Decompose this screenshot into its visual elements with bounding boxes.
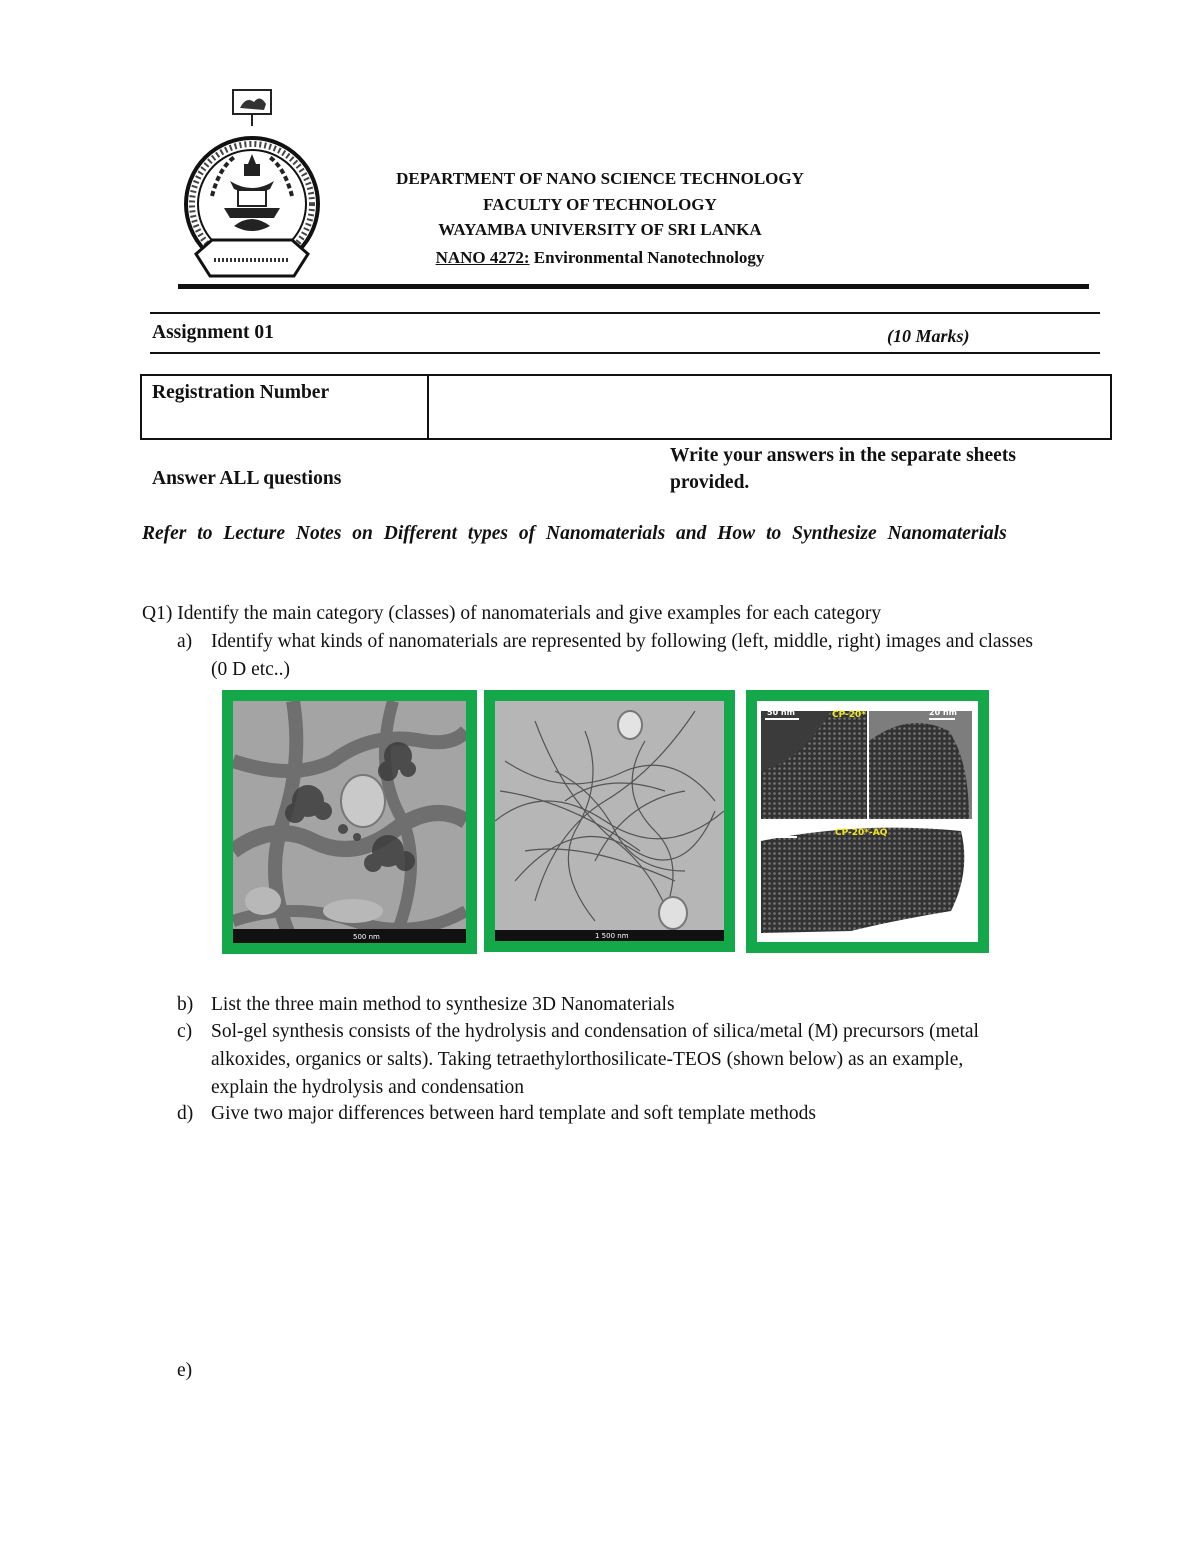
assignment-bottom-rule: [150, 352, 1100, 354]
left-tem-micrograph: [233, 701, 466, 943]
question-1d-text: Give two major differences between hard template and soft template methods: [211, 1103, 817, 1124]
right-tl-scale: 50 nm: [767, 708, 795, 717]
course-name: Environmental Nanotechnology: [529, 248, 765, 267]
right-bottom-sample-label: CP-20*-AQ: [835, 828, 888, 838]
course-title: [300, 245, 900, 271]
question-1e-label: e): [177, 1360, 193, 1381]
question-1d-label: d): [177, 1103, 194, 1124]
question-1c-label: c): [177, 1021, 193, 1042]
registration-table: [140, 374, 1112, 440]
question-1b-label: b): [177, 994, 194, 1015]
tem-image-left: [222, 690, 477, 954]
course-code: NANO 4272:: [435, 248, 530, 267]
university-name: WAYAMBA UNIVERSITY OF SRI LANKA: [438, 220, 762, 239]
header-divider: [178, 284, 1089, 289]
answer-all-instruction: Answer ALL questions: [152, 468, 342, 489]
question-1b-text: List the three main method to synthesize 3D Nanomaterials: [211, 994, 675, 1015]
middle-scale-label: 1 500 nm: [595, 932, 629, 940]
right-bottom-scale: 50 nm: [767, 826, 795, 835]
tem-image-right: [746, 690, 989, 953]
question-1a-label: a): [177, 631, 193, 652]
registration-input[interactable]: [428, 375, 1111, 439]
assignment-title: Assignment 01: [152, 322, 274, 343]
right-top-sample-label: CP-20*: [832, 710, 867, 720]
question-1a-text: Identify what kinds of nanomaterials are represented by following (left, middle, right) images and classes (0 D etc..): [211, 631, 1033, 680]
faculty-name: FACULTY OF TECHNOLOGY: [483, 195, 717, 214]
assignment-marks: (10 Marks): [887, 326, 970, 346]
question-1c-text: Sol-gel synthesis consists of the hydrolysis and condensation of silica/metal (M) precursors (metal alkoxides, organics or salts). Taking tetraethylorthosilicate-TEOS (shown below) as an example, explain the hydrolysis and condensation: [211, 1021, 979, 1098]
question-1: Q1) Identify the main category (classes) of nanomaterials and give examples for each category: [142, 603, 882, 624]
middle-tem-micrograph: [495, 701, 724, 941]
tem-image-middle: [484, 690, 735, 952]
right-tem-micrograph: [757, 701, 978, 942]
left-scale-label: 500 nm: [353, 933, 380, 941]
assignment-top-rule: [150, 312, 1100, 314]
department-name: DEPARTMENT OF NANO SCIENCE TECHNOLOGY: [396, 169, 804, 188]
registration-label: Registration Number: [141, 375, 428, 439]
write-answers-instruction: Write your answers in the separate sheets provided.: [670, 445, 1016, 493]
right-tr-scale: 20 nm: [929, 708, 957, 717]
refer-note: Refer to Lecture Notes on Different types of Nanomaterials and How to Synthesize Nanomaterials: [142, 523, 1007, 544]
